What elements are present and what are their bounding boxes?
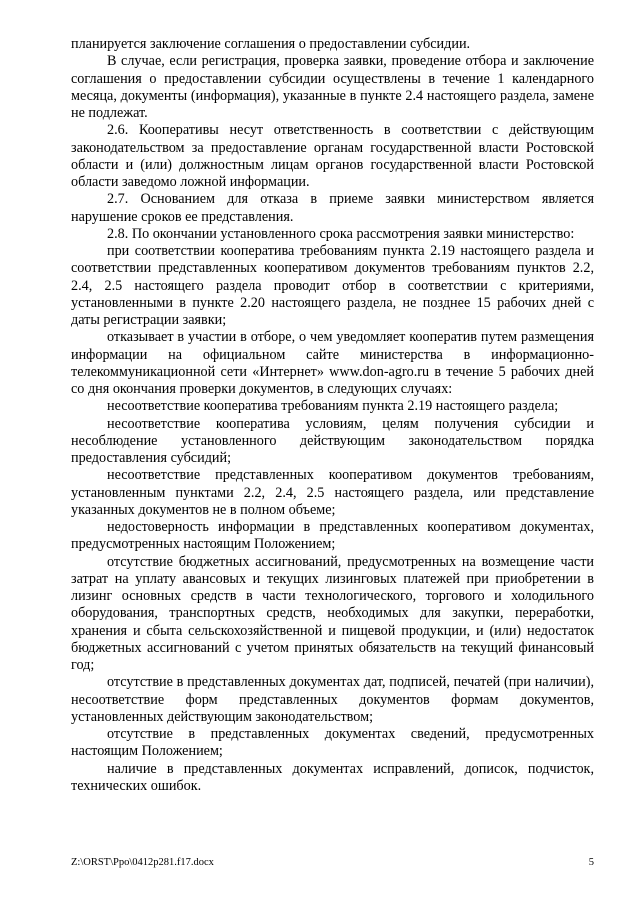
paragraph: 2.6. Кооперативы несут ответственность в соответствии с действующим законодательством за предоставление органам государственной власти Ростовской области и (или) должностным лицам органов государственной власти Ростовской области заведомо ложной информации. bbox=[71, 122, 594, 190]
paragraph: недостоверность информации в представленных кооперативом документах, предусмотренных настоящим Положением; bbox=[71, 519, 594, 553]
page-number: 5 bbox=[588, 857, 594, 868]
paragraph: наличие в представленных документах исправлений, дописок, подчисток, технических ошибок. bbox=[71, 760, 594, 794]
paragraph: 2.8. По окончании установленного срока рассмотрения заявки министерство: bbox=[107, 225, 575, 242]
paragraph: отсутствие в представленных документах дат, подписей, печатей (при наличии), несоответствие форм представленных документов формам документов, установленных действующим законодательством; bbox=[71, 674, 594, 725]
footer-file-path: Z:\ORST\Ppo\0412p281.f17.docx bbox=[71, 857, 214, 868]
paragraph: отсутствие в представленных документах сведений, предусмотренных настоящим Положением; bbox=[71, 726, 594, 760]
paragraph: несоответствие кооператива требованиям пункта 2.19 настоящего раздела; bbox=[107, 398, 559, 415]
paragraph: несоответствие представленных кооперативом документов требованиям, установленным пунктами 2.2, 2.4, 2.5 настоящего раздела, или представление указанных документов не в полном объеме; bbox=[71, 467, 594, 518]
paragraph: планируется заключение соглашения о предоставлении субсидии. bbox=[71, 36, 471, 52]
paragraph: 2.7. Основанием для отказа в приеме заявки министерством является нарушение сроков ее представления. bbox=[71, 191, 594, 225]
document-body bbox=[71, 36, 594, 795]
paragraph: несоответствие кооператива условиям, целям получения субсидии и несоблюдение установленного действующим законодательством порядка предоставления субсидий; bbox=[71, 415, 594, 466]
paragraph: отказывает в участии в отборе, о чем уведомляет кооператив путем размещения информации на официальном сайте министерства в информационно-телекоммуникационной сети «Интернет» www.don-agro.ru в течение 5 рабочих дней со дня окончания проверки документов, в следующих случаях: bbox=[71, 329, 594, 397]
paragraph: отсутствие бюджетных ассигнований, предусмотренных на возмещение части затрат на уплату авансовых и текущих лизинговых платежей при приобретении в лизинг основных средств в части технологического, торгового и холодильного оборудования, транспортных средств, необходимых для закупки, переработки, хранения и сбыта сельскохозяйственной и пищевой продукции, и (или) недостаток бюджетных ассигнований с учетом принятых обязательств на текущий финансовый год; bbox=[71, 553, 594, 673]
page-footer bbox=[71, 857, 594, 869]
paragraph: В случае, если регистрация, проверка заявки, проведение отбора и заключение соглашения о предоставлении субсидии осуществлены в течение 1 календарного месяца, документы (информация), указанные в пункте 2.4 настоящего раздела, замене не подлежат. bbox=[71, 53, 594, 121]
paragraph: при соответствии кооператива требованиям пункта 2.19 настоящего раздела и соответствии представленных кооперативом документов требованиям пунктов 2.2, 2.4, 2.5 настоящего раздела проводит отбор в соответствии с критериями, установленными в пункте 2.20 настоящего раздела, не позднее 15 рабочих дней с даты регистрации заявки; bbox=[71, 243, 594, 328]
